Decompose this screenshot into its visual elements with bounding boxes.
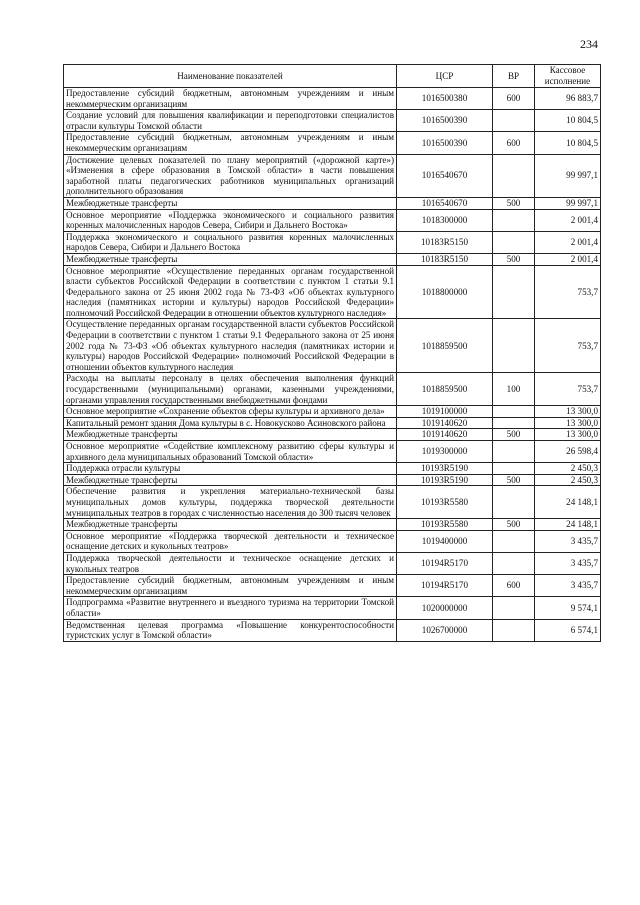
table-row [64, 209, 601, 231]
row-indicator-name: Осуществление переданных органам государственной власти субъектов Российской Федерации в соответствии с пунктом 1 статьи 9.1 Федерального закона от 25 июня 2002 года № 73-ФЗ «Об объектах культурного наследия (памятниках истории и культуры) народов Российской Федерации» полномочий Российской Федерации в отношении объектов культурного наследия [64, 319, 397, 373]
row-csr-code: 10193R5190 [397, 463, 493, 475]
row-indicator-name: Подпрограмма «Развитие внутреннего и въездного туризма на территории Томской области» [64, 597, 397, 619]
row-vr-code [493, 417, 535, 429]
row-indicator-name: Обеспечение развития и укрепления материально-технической базы муниципальных домов культуры, поддержка творческой деятельности муниципальных театров в городах с численностью населения до 300 тысяч человек [64, 486, 397, 519]
row-indicator-name: Межбюджетные трансферты [64, 253, 397, 265]
row-cash-execution: 24 148,1 [535, 486, 601, 519]
row-indicator-name: Поддержка экономического и социального развития коренных малочисленных народов Севера, Сибири и Дальнего Востока [64, 231, 397, 253]
table-row [64, 575, 601, 597]
row-cash-execution: 3 435,7 [535, 552, 601, 574]
row-cash-execution: 2 001,4 [535, 231, 601, 253]
row-vr-code: 600 [493, 132, 535, 154]
row-cash-execution: 13 300,0 [535, 406, 601, 418]
table-row [64, 373, 601, 406]
row-csr-code: 1016500390 [397, 132, 493, 154]
row-csr-code: 1018300000 [397, 209, 493, 231]
table-header-row [64, 65, 601, 88]
header-cash-execution: Кассовое исполнение [535, 65, 601, 88]
row-indicator-name: Поддержка творческой деятельности и техническое оснащение детских и кукольных театров [64, 552, 397, 574]
row-vr-code [493, 552, 535, 574]
row-cash-execution: 3 435,7 [535, 530, 601, 552]
table-row [64, 519, 601, 531]
row-cash-execution: 753,7 [535, 319, 601, 373]
row-indicator-name: Создание условий для повышения квалификации и переподготовки специалистов отрасли культуры Томской области [64, 110, 397, 132]
row-indicator-name: Поддержка отрасли культуры [64, 463, 397, 475]
row-csr-code: 10194R5170 [397, 575, 493, 597]
row-cash-execution: 96 883,7 [535, 88, 601, 110]
row-indicator-name: Основное мероприятие «Осуществление переданных органам государственной власти субъектов Российской Федерации в соответствии с пунктом 1 статьи 9.1 Федерального закона от 25 июня 2002 года № 73-ФЗ «Об объектах культурного наследия (памятниках истории и культуры) народов Российской Федерации» полномочий Российской Федерации в отношении объектов культурного наследия» [64, 265, 397, 319]
table-row [64, 253, 601, 265]
row-csr-code: 10183R5150 [397, 253, 493, 265]
header-csr: ЦСР [397, 65, 493, 88]
table-row [64, 552, 601, 574]
row-csr-code: 1016500390 [397, 110, 493, 132]
row-indicator-name: Предоставление субсидий бюджетным, автономным учреждениям и иным некоммерческим организациям [64, 132, 397, 154]
row-vr-code [493, 486, 535, 519]
row-vr-code [493, 530, 535, 552]
table-row [64, 197, 601, 209]
row-indicator-name: Капитальный ремонт здания Дома культуры в с. Новокусково Асиновского района [64, 417, 397, 429]
table-row [64, 154, 601, 197]
row-cash-execution: 3 435,7 [535, 575, 601, 597]
row-cash-execution: 13 300,0 [535, 429, 601, 441]
table-row [64, 406, 601, 418]
row-vr-code [493, 463, 535, 475]
table-row [64, 463, 601, 475]
row-vr-code: 500 [493, 429, 535, 441]
row-cash-execution: 753,7 [535, 265, 601, 319]
row-vr-code [493, 231, 535, 253]
row-cash-execution: 2 450,3 [535, 474, 601, 486]
row-cash-execution: 26 598,4 [535, 441, 601, 463]
budget-execution-table [63, 64, 601, 642]
table-row [64, 474, 601, 486]
table-row [64, 319, 601, 373]
row-vr-code [493, 319, 535, 373]
table-body [64, 88, 601, 642]
row-csr-code: 1019400000 [397, 530, 493, 552]
row-indicator-name: Межбюджетные трансферты [64, 474, 397, 486]
row-indicator-name: Достижение целевых показателей по плану мероприятий («дорожной карте») «Изменения в сфере образования в Томской области» в части повышения заработной платы педагогических работников муниципальных организаций дополнительного образования [64, 154, 397, 197]
row-cash-execution: 2 450,3 [535, 463, 601, 475]
table-row [64, 265, 601, 319]
row-cash-execution: 2 001,4 [535, 253, 601, 265]
table-row [64, 441, 601, 463]
row-cash-execution: 10 804,5 [535, 110, 601, 132]
row-csr-code: 1019140620 [397, 429, 493, 441]
row-vr-code: 500 [493, 474, 535, 486]
table-row [64, 132, 601, 154]
row-vr-code: 600 [493, 575, 535, 597]
table-row [64, 619, 601, 641]
row-cash-execution: 99 997,1 [535, 197, 601, 209]
row-indicator-name: Основное мероприятие «Поддержка экономического и социального развития коренных малочисленных народов Севера, Сибири и Дальнего Востока» [64, 209, 397, 231]
row-cash-execution: 6 574,1 [535, 619, 601, 641]
row-indicator-name: Основное мероприятие «Сохранение объектов сферы культуры и архивного дела» [64, 406, 397, 418]
row-indicator-name: Межбюджетные трансферты [64, 197, 397, 209]
table-row [64, 597, 601, 619]
row-indicator-name: Предоставление субсидий бюджетным, автономным учреждениям и иным некоммерческим организациям [64, 575, 397, 597]
row-vr-code: 500 [493, 253, 535, 265]
row-csr-code: 1016540670 [397, 197, 493, 209]
row-vr-code [493, 441, 535, 463]
row-cash-execution: 13 300,0 [535, 417, 601, 429]
row-vr-code [493, 406, 535, 418]
row-indicator-name: Ведомственная целевая программа «Повышение конкурентоспособности туристских услуг в Томской области» [64, 619, 397, 641]
row-csr-code: 1020000000 [397, 597, 493, 619]
row-vr-code: 100 [493, 373, 535, 406]
row-csr-code: 1019100000 [397, 406, 493, 418]
row-indicator-name: Межбюджетные трансферты [64, 429, 397, 441]
page-number: 234 [580, 37, 598, 51]
row-vr-code [493, 619, 535, 641]
table-row [64, 110, 601, 132]
header-vr: ВР [493, 65, 535, 88]
row-csr-code: 1016500380 [397, 88, 493, 110]
header-indicator-name: Наименование показателей [64, 65, 397, 88]
row-csr-code: 10193R5580 [397, 519, 493, 531]
row-csr-code: 1019140620 [397, 417, 493, 429]
row-cash-execution: 753,7 [535, 373, 601, 406]
table-row [64, 231, 601, 253]
row-vr-code [493, 110, 535, 132]
row-cash-execution: 99 997,1 [535, 154, 601, 197]
table-row [64, 417, 601, 429]
row-csr-code: 1018800000 [397, 265, 493, 319]
row-vr-code: 500 [493, 519, 535, 531]
row-csr-code: 10183R5150 [397, 231, 493, 253]
table-row [64, 486, 601, 519]
row-csr-code: 1019300000 [397, 441, 493, 463]
row-vr-code [493, 154, 535, 197]
table-row [64, 530, 601, 552]
row-vr-code: 500 [493, 197, 535, 209]
row-indicator-name: Основное мероприятие «Поддержка творческой деятельности и техническое оснащение детских и кукольных театров» [64, 530, 397, 552]
row-indicator-name: Расходы на выплаты персоналу в целях обеспечения выполнения функций государственными (муниципальными) органами, казенными учреждениями, органами управления государственными внебюджетными фондами [64, 373, 397, 406]
row-indicator-name: Межбюджетные трансферты [64, 519, 397, 531]
row-cash-execution: 9 574,1 [535, 597, 601, 619]
row-cash-execution: 10 804,5 [535, 132, 601, 154]
row-csr-code: 10193R5190 [397, 474, 493, 486]
row-csr-code: 1016540670 [397, 154, 493, 197]
table-row [64, 88, 601, 110]
row-cash-execution: 24 148,1 [535, 519, 601, 531]
row-vr-code [493, 209, 535, 231]
table-row [64, 429, 601, 441]
row-csr-code: 10193R5580 [397, 486, 493, 519]
row-indicator-name: Основное мероприятие «Содействие комплексному развитию сферы культуры и архивного дела муниципальных образований Томской области» [64, 441, 397, 463]
row-vr-code [493, 265, 535, 319]
row-csr-code: 1018859500 [397, 373, 493, 406]
row-indicator-name: Предоставление субсидий бюджетным, автономным учреждениям и иным некоммерческим организациям [64, 88, 397, 110]
row-vr-code [493, 597, 535, 619]
row-csr-code: 10194R5170 [397, 552, 493, 574]
row-cash-execution: 2 001,4 [535, 209, 601, 231]
row-vr-code: 600 [493, 88, 535, 110]
row-csr-code: 1026700000 [397, 619, 493, 641]
row-csr-code: 1018859500 [397, 319, 493, 373]
